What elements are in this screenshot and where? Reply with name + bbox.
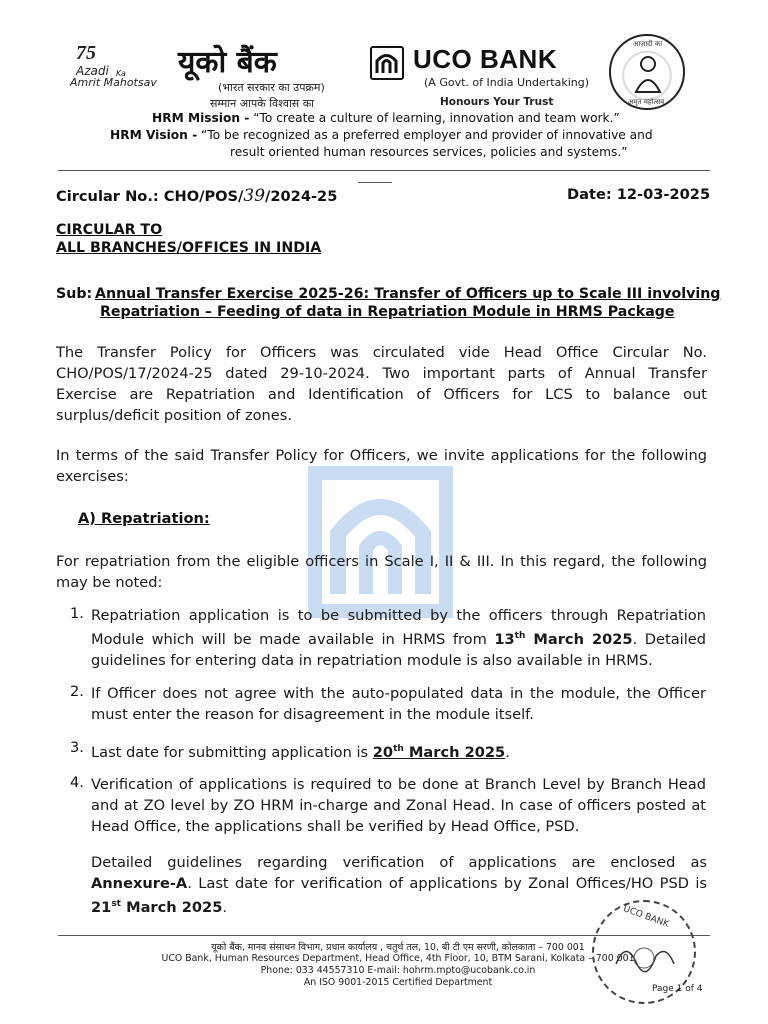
govt-undertaking-hindi: (भारत सरकार का उपक्रम)	[218, 81, 325, 94]
subject-line-1: Annual Transfer Exercise 2025-26: Transfer of Officers up to Scale III involving	[95, 286, 721, 302]
list-number-1: 1.	[70, 605, 84, 622]
circular-number	[56, 186, 337, 206]
list-text-1	[91, 605, 706, 671]
azadi-mahotsav: Amrit Mahotsav	[70, 76, 157, 89]
subject-line-2: Repatriation – Feeding of data in Repatriation Module in HRMS Package	[100, 304, 675, 320]
vision-text-1: “To be recognized as a preferred employer and provider of innovative and	[201, 128, 653, 142]
azadi-logo	[60, 42, 170, 104]
amrit-mahotsav-seal	[609, 34, 685, 110]
guidelines-post: .	[222, 898, 228, 916]
vision-label: HRM Vision -	[110, 128, 198, 142]
seal-top-text: आज़ादी का	[633, 40, 663, 48]
list-text-1-date-day: 13	[494, 630, 515, 648]
govt-undertaking: (A Govt. of India Undertaking)	[424, 76, 589, 89]
stamp-text: UCO BANK	[621, 904, 671, 930]
list-text-3-pre: Last date for submitting application is	[91, 743, 373, 761]
list-text-3-post: .	[505, 743, 510, 761]
repatriation-paragraph: For repatriation from the eligible officers in Scale I, II & III. In this regard, the following may be noted:	[56, 553, 707, 591]
list-text-3-date-month: March 2025	[403, 743, 506, 761]
vision-text-2: result oriented human resources services, policies and systems.”	[230, 145, 628, 159]
circular-recipients: ALL BRANCHES/OFFICES IN INDIA	[56, 240, 322, 256]
list-text-3	[91, 739, 706, 763]
footer-hindi-address: यूको बैंक, मानव संसाधन विभाग, प्रधान कार्यालय , चतुर्थ तल, 10, बी टी एम सरणी, कोलकाता – 700 001	[211, 942, 585, 953]
stamp-signature-icon	[612, 934, 678, 980]
azadi-text: Azadi	[76, 64, 109, 78]
circular-to: CIRCULAR TO	[56, 222, 163, 238]
list-text-1-date-month: March 2025	[525, 630, 633, 648]
guidelines-date-day: 21	[91, 898, 112, 916]
circular-number-suffix: /2024-25	[265, 188, 338, 205]
guidelines-mid: . Last date for verification of applications by Zonal Offices/HO PSD is	[187, 875, 707, 892]
list-text-1-date-sup: th	[514, 631, 526, 641]
list-text-2: If Officer does not agree with the auto-populated data in the module, the Officer must enter the reason for disagreement in the module itself.	[91, 685, 706, 723]
motto-hindi: सम्मान आपके विश्वास का	[210, 97, 315, 110]
guidelines-date-sup: st	[111, 899, 121, 909]
hrm-vision	[110, 128, 653, 142]
uco-watermark-logo	[308, 466, 453, 618]
azadi-ka: Ka	[116, 69, 126, 78]
bank-name-hindi: यूको बैंक	[178, 45, 277, 80]
azadi-number: 75	[76, 42, 96, 64]
seal-figure-icon	[633, 54, 663, 94]
page-number: Page 1 of 4	[652, 984, 703, 994]
list-text-1-pre: Repatriation application is to be submitted by the officers through Repatriation Module which will be made available in HRMS from	[91, 607, 706, 648]
bank-name: UCO BANK	[413, 44, 558, 74]
footer-iso: An ISO 9001-2015 Certified Department	[303, 977, 493, 988]
footer-address: UCO Bank, Human Resources Department, Head Office, 4th Floor, 10, BTM Sarani, Kolkata – 700 001	[161, 953, 635, 964]
list-number-2: 2.	[70, 683, 84, 700]
hrm-mission	[152, 111, 620, 125]
list-text-3-date-day: 20	[372, 743, 394, 761]
circular-number-handwritten: 39	[243, 186, 266, 206]
list-text-4: Verification of applications is required to be done at Branch Level by Branch Head and at ZO level by ZO HRM in-charge and Zonal Head. In case of officers posted at Head Office, the applications shall be verified by Head Office, PSD.	[91, 776, 706, 835]
footer-contact: Phone: 033 44557310 E-mail: hohrm.mpto@ucobank.co.in	[260, 965, 536, 976]
list-text-3-date-sup: th	[393, 744, 404, 754]
mission-text: “To create a culture of learning, innovation and team work.”	[253, 111, 620, 125]
invitation-paragraph: In terms of the said Transfer Policy for Officers, we invite applications for the following exercises:	[56, 447, 707, 485]
circular-date: Date: 12-03-2025	[567, 186, 711, 203]
annexure-label: Annexure-A	[91, 875, 188, 892]
uco-logo-icon	[370, 46, 404, 80]
circular-number-prefix: Circular No.: CHO/POS/	[56, 188, 244, 205]
bank-tagline: Honours Your Trust	[440, 96, 554, 108]
list-number-4: 4.	[70, 774, 84, 791]
subject-label: Sub:	[56, 286, 93, 302]
intro-paragraph: The Transfer Policy for Officers was circulated vide Head Office Circular No. CHO/POS/17/2024-25 dated 29-10-2024. Two important parts of Annual Transfer Exercise are Repatriation and Identification of Officers for LCS to balance out surplus/deficit position of zones.	[56, 344, 707, 424]
guidelines-date-month: March 2025	[120, 898, 223, 916]
seal-bottom-text: अमृत महोत्सव	[628, 98, 665, 106]
list-number-3: 3.	[70, 739, 84, 756]
list-text-1-post: . Detailed guidelines for entering data in repatriation module is also available in HRMS.	[91, 630, 706, 669]
header-divider	[58, 170, 710, 171]
mission-label: HRM Mission -	[152, 111, 250, 125]
guidelines-pre: Detailed guidelines regarding verification of applications are enclosed as	[91, 854, 707, 871]
section-a-label: A) Repatriation:	[78, 510, 210, 527]
section-a-heading	[78, 510, 210, 527]
short-divider	[358, 182, 392, 183]
